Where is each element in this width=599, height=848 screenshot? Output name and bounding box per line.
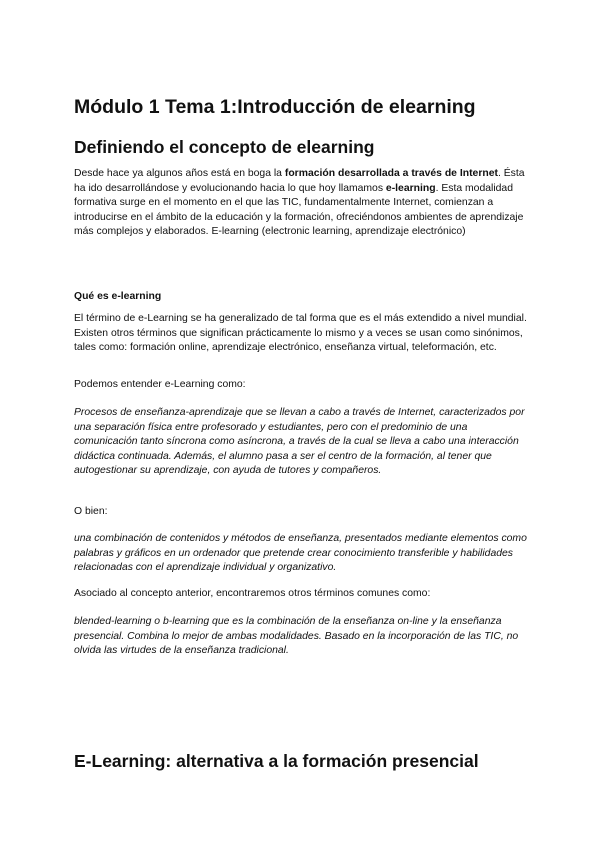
paragraph-asociado: Asociado al concepto anterior, encontraremos otros términos comunes como: [74,588,431,599]
paragraph-podemos: Podemos entender e-Learning como: [74,379,246,390]
definition-blended-learning: blended-learning o b-learning que es la combinación de la enseñanza on-line y la enseñanza presencial. Combina lo mejor de ambas modalidades. Basado en la incorporación de las TIC, no olvida las virtudes de la enseñanza tradicional. [74,616,519,657]
definition-combinacion: una combinación de contenidos y métodos de enseñanza, presentados mediante elementos como palabras y gráficos en un ordenador que pretende crear conocimiento transferible y habilidades relacionadas con el aprendizaje individual y organizativo. [74,533,527,574]
section-heading-definiendo: Definiendo el concepto de elearning [74,137,375,157]
paragraph-o-bien: O bien: [74,506,108,517]
intro-bold-formacion: formación desarrollada a través de Internet [284,168,498,179]
intro-text-3: . Esta modalidad formativa surge en el momento en el que las TIC, fundamentalmente Internet, comienzan a introducirse en el ámbito de la educación y la formación, ofreciéndonos ambientes de aprendizaje más complejos y elaborados. E-learning (electronic learning, aprendizaje electrónico) [74,182,524,238]
intro-text-2: . Ésta ha ido desarrollándose y evolucionando hacia lo que hoy llamamos [74,168,525,194]
intro-bold-elearning: e-learning [385,182,436,194]
document-title: Módulo 1 Tema 1:Introducción de elearning [74,96,476,118]
section-heading-alternativa: E-Learning: alternativa a la formación presencial [74,751,479,771]
definition-procesos: Procesos de enseñanza-aprendizaje que se llevan a cabo a través de Internet, caracterizados por una separación física entre profesorado y estudiantes, pero con el predominio de una comunicación tanto síncrona como asíncrona, a través de la cual se lleva a cabo una interacción didáctica continuada. Además, el alumno pasa a ser el centro de la formación, al tener que autogestionar su aprendizaje, con ayuda de tutores y compañeros. [74,407,525,477]
paragraph-termino: El término de e-Learning se ha generalizado de tal forma que es el más extendido a nivel mundial. Existen otros términos que significan prácticamente lo mismo y a veces se usan como sinónimos, tales como: formación online, aprendizaje electrónico, enseñanza virtual, teleformación, etc. [74,313,527,354]
subheading-que-es: Qué es e-learning [74,291,162,302]
intro-text-1: Desde hace ya algunos años está en boga la [74,168,285,179]
intro-paragraph [74,167,528,240]
